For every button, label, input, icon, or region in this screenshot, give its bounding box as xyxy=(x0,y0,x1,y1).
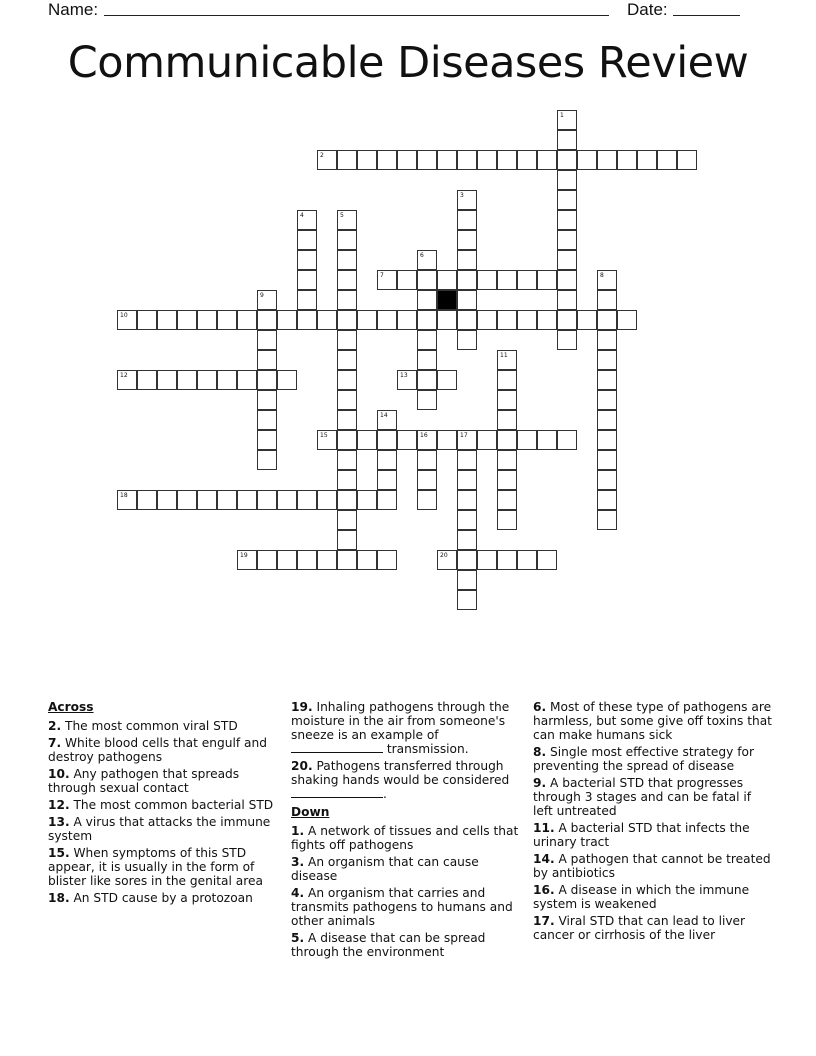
crossword-cell[interactable] xyxy=(337,450,357,470)
crossword-cell[interactable] xyxy=(477,310,497,330)
crossword-cell[interactable] xyxy=(537,550,557,570)
crossword-cell[interactable] xyxy=(457,550,477,570)
crossword-cell[interactable] xyxy=(337,230,357,250)
crossword-cell[interactable] xyxy=(417,390,437,410)
crossword-cell[interactable] xyxy=(217,370,237,390)
crossword-cell[interactable] xyxy=(557,310,577,330)
crossword-cell[interactable] xyxy=(537,430,557,450)
clue-number-label: 13 xyxy=(400,372,408,379)
crossword-cell[interactable] xyxy=(357,310,377,330)
crossword-cell[interactable] xyxy=(517,310,537,330)
crossword-cell[interactable] xyxy=(257,410,277,430)
crossword-cell[interactable] xyxy=(597,350,617,370)
clues-column-2 xyxy=(291,700,523,962)
clue-number-label: 18 xyxy=(120,492,128,499)
crossword-cell[interactable] xyxy=(237,370,257,390)
crossword-cell[interactable] xyxy=(457,490,477,510)
crossword-cell[interactable] xyxy=(557,230,577,250)
clue-number-label: 15 xyxy=(320,432,328,439)
clue-down-8: 8. Single most effective strategy for preventing the spread of disease xyxy=(533,745,754,773)
crossword-cell[interactable] xyxy=(277,370,297,390)
crossword-cell[interactable] xyxy=(597,310,617,330)
crossword-cell[interactable] xyxy=(557,290,577,310)
crossword-cell[interactable] xyxy=(277,550,297,570)
crossword-cell[interactable] xyxy=(257,350,277,370)
crossword-cell[interactable] xyxy=(597,450,617,470)
crossword-cell[interactable] xyxy=(457,430,477,450)
crossword-cell[interactable] xyxy=(337,350,357,370)
clue-across-12: 12. The most common bacterial STD xyxy=(48,798,274,812)
crossword-cell[interactable] xyxy=(377,450,397,470)
crossword-cell[interactable] xyxy=(217,310,237,330)
crossword-cell[interactable] xyxy=(557,250,577,270)
crossword-cell[interactable] xyxy=(457,190,477,210)
crossword-cell[interactable] xyxy=(337,510,357,530)
crossword-cell[interactable] xyxy=(557,210,577,230)
name-label: Name: xyxy=(48,0,99,19)
crossword-cell[interactable] xyxy=(597,390,617,410)
crossword-cell[interactable] xyxy=(297,290,317,310)
crossword-cell[interactable] xyxy=(457,250,477,270)
crossword-cell[interactable] xyxy=(337,290,357,310)
clue-number-label: 20 xyxy=(440,552,448,559)
clue-number-label: 5 xyxy=(340,212,344,219)
crossword-cell[interactable] xyxy=(537,150,557,170)
crossword-cell[interactable] xyxy=(677,150,697,170)
crossword-cell[interactable] xyxy=(437,270,457,290)
crossword-cell[interactable] xyxy=(177,310,197,330)
clue-number-label: 6 xyxy=(420,252,424,259)
crossword-cell[interactable] xyxy=(637,150,657,170)
crossword-cell[interactable] xyxy=(297,250,317,270)
clue-down-9: 9. A bacterial STD that progresses through 3 stages and can be fatal if left untreated xyxy=(533,776,752,818)
crossword-cell[interactable] xyxy=(517,150,537,170)
crossword-cell[interactable] xyxy=(417,290,437,310)
crossword-cell[interactable] xyxy=(137,370,157,390)
clue-down-6: 6. Most of these type of pathogens are harmless, but some give off toxins that can make humans sick xyxy=(533,700,772,742)
crossword-cell[interactable] xyxy=(237,310,257,330)
clue-across-18: 18. An STD cause by a protozoan xyxy=(48,891,253,905)
crossword-cell[interactable] xyxy=(497,410,517,430)
answer-blank xyxy=(291,787,383,798)
crossword-cell[interactable] xyxy=(357,150,377,170)
crossword-cell[interactable] xyxy=(557,270,577,290)
crossword-cell[interactable] xyxy=(497,350,517,370)
crossword-cell[interactable] xyxy=(457,230,477,250)
crossword-cell[interactable] xyxy=(337,430,357,450)
crossword-cell[interactable] xyxy=(237,490,257,510)
crossword-cell[interactable] xyxy=(177,370,197,390)
crossword-cell[interactable] xyxy=(417,470,437,490)
clue-across-7: 7. White blood cells that engulf and destroy pathogens xyxy=(48,736,267,764)
crossword-cell[interactable] xyxy=(477,430,497,450)
clue-number-label: 4 xyxy=(300,212,304,219)
crossword-cell[interactable] xyxy=(457,210,477,230)
crossword-cell[interactable] xyxy=(597,370,617,390)
crossword-cell[interactable] xyxy=(477,150,497,170)
crossword-cell[interactable] xyxy=(437,150,457,170)
crossword-cell[interactable] xyxy=(257,330,277,350)
clue-down-5: 5. A disease that can be spread through the environment xyxy=(291,931,486,959)
crossword-cell[interactable] xyxy=(497,470,517,490)
crossword-cell[interactable] xyxy=(257,430,277,450)
clue-across-13: 13. A virus that attacks the immune system xyxy=(48,815,271,843)
crossword-cell[interactable] xyxy=(497,370,517,390)
crossword-cell[interactable] xyxy=(457,570,477,590)
clue-number-label: 11 xyxy=(500,352,508,359)
crossword-cell[interactable] xyxy=(457,330,477,350)
clue-down-17: 17. Viral STD that can lead to liver cancer or cirrhosis of the liver xyxy=(533,914,746,942)
crossword-cell[interactable] xyxy=(597,470,617,490)
clues-column-3 xyxy=(533,700,773,945)
crossword-cell[interactable] xyxy=(237,550,257,570)
crossword-cell[interactable] xyxy=(517,270,537,290)
crossword-cell[interactable] xyxy=(457,450,477,470)
crossword-cell[interactable] xyxy=(217,490,237,510)
crossword-cell[interactable] xyxy=(337,390,357,410)
clue-across-19: 19. Inhaling pathogens through the moisture in the air from someone's sneeze is an example of transmission. xyxy=(291,700,510,756)
crossword-cell[interactable] xyxy=(457,310,477,330)
clue-number-label: 16 xyxy=(420,432,428,439)
crossword-cell[interactable] xyxy=(337,250,357,270)
crossword-cell[interactable] xyxy=(297,310,317,330)
crossword-cell[interactable] xyxy=(417,450,437,470)
crossword-cell[interactable] xyxy=(597,430,617,450)
crossword-cell[interactable] xyxy=(277,310,297,330)
clue-number-label: 19 xyxy=(240,552,248,559)
crossword-cell[interactable] xyxy=(377,270,397,290)
crossword-cell[interactable] xyxy=(257,550,277,570)
crossword-cell[interactable] xyxy=(257,370,277,390)
crossword-cell[interactable] xyxy=(317,430,337,450)
crossword-cell[interactable] xyxy=(337,410,357,430)
crossword-cell[interactable] xyxy=(377,430,397,450)
crossword-cell[interactable] xyxy=(617,150,637,170)
crossword-cell[interactable] xyxy=(577,310,597,330)
crossword-cell[interactable] xyxy=(497,310,517,330)
clue-number-label: 17 xyxy=(460,432,468,439)
clue-across-2: 2. The most common viral STD xyxy=(48,719,238,733)
clue-number-label: 8 xyxy=(600,272,604,279)
crossword-cell[interactable] xyxy=(657,150,677,170)
crossword-cell[interactable] xyxy=(497,450,517,470)
crossword-cell[interactable] xyxy=(417,430,437,450)
crossword-cell[interactable] xyxy=(377,410,397,430)
clue-across-20: 20. Pathogens transferred through shaking hands would be considered . xyxy=(291,759,510,801)
crossword-cell[interactable] xyxy=(557,330,577,350)
crossword-cell[interactable] xyxy=(297,270,317,290)
crossword-cell[interactable] xyxy=(377,150,397,170)
crossword-cell[interactable] xyxy=(417,270,437,290)
clue-across-15: 15. When symptoms of this STD appear, it is usually in the form of blister like sores in the genital area xyxy=(48,846,263,888)
crossword-cell[interactable] xyxy=(397,370,417,390)
date-label: Date: xyxy=(627,0,668,19)
crossword-cell[interactable] xyxy=(417,330,437,350)
crossword-cell[interactable] xyxy=(177,490,197,510)
crossword-cell[interactable] xyxy=(317,310,337,330)
crossword-cell[interactable] xyxy=(597,290,617,310)
crossword-cell[interactable] xyxy=(157,370,177,390)
clue-number-label: 7 xyxy=(380,272,384,279)
crossword-cell[interactable] xyxy=(197,370,217,390)
crossword-cell[interactable] xyxy=(297,550,317,570)
clue-down-4: 4. An organism that carries and transmits pathogens to humans and other animals xyxy=(291,886,513,928)
clue-down-14: 14. A pathogen that cannot be treated by antibiotics xyxy=(533,852,771,880)
crossword-cell[interactable] xyxy=(357,430,377,450)
crossword-cell[interactable] xyxy=(437,370,457,390)
crossword-cell[interactable] xyxy=(597,410,617,430)
clue-across-10: 10. Any pathogen that spreads through sexual contact xyxy=(48,767,240,795)
crossword-cell[interactable] xyxy=(337,270,357,290)
crossword-cell[interactable] xyxy=(357,550,377,570)
clue-number-label: 14 xyxy=(380,412,388,419)
crossword-cell[interactable] xyxy=(257,290,277,310)
crossword-cell[interactable] xyxy=(517,430,537,450)
crossword-cell[interactable] xyxy=(457,470,477,490)
clue-number-label: 10 xyxy=(120,312,128,319)
crossword-cell[interactable] xyxy=(377,550,397,570)
crossword-cell[interactable] xyxy=(537,310,557,330)
crossword-cell[interactable] xyxy=(337,310,357,330)
crossword-cell[interactable] xyxy=(557,190,577,210)
crossword-cell[interactable] xyxy=(397,270,417,290)
crossword-cell[interactable] xyxy=(397,430,417,450)
crossword-cell[interactable] xyxy=(337,550,357,570)
clues-column-1 xyxy=(48,700,280,908)
crossword-cell[interactable] xyxy=(597,150,617,170)
crossword-cell[interactable] xyxy=(377,490,397,510)
crossword-cell[interactable] xyxy=(137,490,157,510)
crossword-cell[interactable] xyxy=(417,490,437,510)
across-heading: Across xyxy=(48,700,94,714)
crossword-cell[interactable] xyxy=(557,170,577,190)
crossword-cell[interactable] xyxy=(497,550,517,570)
crossword-cell[interactable] xyxy=(457,270,477,290)
crossword-cell[interactable] xyxy=(317,150,337,170)
crossword-cell[interactable] xyxy=(597,330,617,350)
crossword-cell[interactable] xyxy=(117,490,137,510)
crossword-cell[interactable] xyxy=(257,490,277,510)
crossword-cell[interactable] xyxy=(157,490,177,510)
crossword-cell[interactable] xyxy=(337,370,357,390)
crossword-cell[interactable] xyxy=(477,550,497,570)
crossword-cell[interactable] xyxy=(497,430,517,450)
crossword-cell[interactable] xyxy=(417,350,437,370)
clue-number-label: 3 xyxy=(460,192,464,199)
crossword-cell[interactable] xyxy=(497,150,517,170)
crossword-cell[interactable] xyxy=(157,310,177,330)
crossword-cell[interactable] xyxy=(317,550,337,570)
crossword-cell[interactable] xyxy=(257,390,277,410)
crossword-cell[interactable] xyxy=(497,270,517,290)
crossword-cell[interactable] xyxy=(397,150,417,170)
crossword-cell[interactable] xyxy=(497,390,517,410)
crossword-cell[interactable] xyxy=(557,130,577,150)
crossword-cell[interactable] xyxy=(117,370,137,390)
clue-down-3: 3. An organism that can cause disease xyxy=(291,855,479,883)
crossword-cell[interactable] xyxy=(557,110,577,130)
down-heading: Down xyxy=(291,805,330,819)
crossword-cell[interactable] xyxy=(497,490,517,510)
crossword-cell[interactable] xyxy=(257,310,277,330)
crossword-cell[interactable] xyxy=(197,490,217,510)
crossword-cell[interactable] xyxy=(417,150,437,170)
black-cell xyxy=(437,290,457,310)
crossword-cell[interactable] xyxy=(337,330,357,350)
crossword-cell[interactable] xyxy=(537,270,557,290)
crossword-cell[interactable] xyxy=(297,210,317,230)
crossword-cell[interactable] xyxy=(617,310,637,330)
crossword-cell[interactable] xyxy=(297,230,317,250)
crossword-cell[interactable] xyxy=(257,450,277,470)
answer-blank xyxy=(291,742,383,753)
crossword-cell[interactable] xyxy=(137,310,157,330)
crossword-cell[interactable] xyxy=(337,490,357,510)
crossword-cell[interactable] xyxy=(117,310,137,330)
crossword-cell[interactable] xyxy=(337,470,357,490)
crossword-cell[interactable] xyxy=(517,550,537,570)
crossword-cell[interactable] xyxy=(197,310,217,330)
crossword-cell[interactable] xyxy=(437,550,457,570)
crossword-cell[interactable] xyxy=(337,150,357,170)
crossword-cell[interactable] xyxy=(437,430,457,450)
crossword-cell[interactable] xyxy=(457,510,477,530)
page-title: Communicable Diseases Review xyxy=(67,38,749,88)
crossword-cell[interactable] xyxy=(337,530,357,550)
crossword-cell[interactable] xyxy=(397,310,417,330)
crossword-cell[interactable] xyxy=(597,270,617,290)
crossword-cell[interactable] xyxy=(377,470,397,490)
crossword-cell[interactable] xyxy=(497,510,517,530)
crossword-cell[interactable] xyxy=(457,590,477,610)
clue-down-1: 1. A network of tissues and cells that fights off pathogens xyxy=(291,824,519,852)
crossword-cell[interactable] xyxy=(337,210,357,230)
crossword-cell[interactable] xyxy=(417,370,437,390)
crossword-cell[interactable] xyxy=(457,530,477,550)
crossword-cell[interactable] xyxy=(417,310,437,330)
crossword-cell[interactable] xyxy=(577,150,597,170)
crossword-cell[interactable] xyxy=(437,310,457,330)
clue-number-label: 9 xyxy=(260,292,264,299)
crossword-cell[interactable] xyxy=(597,490,617,510)
crossword-cell[interactable] xyxy=(417,250,437,270)
crossword-cell[interactable] xyxy=(297,490,317,510)
crossword-cell[interactable] xyxy=(477,270,497,290)
clue-number-label: 2 xyxy=(320,152,324,159)
crossword-cell[interactable] xyxy=(457,290,477,310)
clue-down-11: 11. A bacterial STD that infects the urinary tract xyxy=(533,821,750,849)
crossword-cell[interactable] xyxy=(377,310,397,330)
crossword-cell[interactable] xyxy=(557,150,577,170)
crossword-cell[interactable] xyxy=(277,490,297,510)
crossword-cell[interactable] xyxy=(357,490,377,510)
crossword-cell[interactable] xyxy=(597,510,617,530)
crossword-cell[interactable] xyxy=(317,490,337,510)
clue-down-16: 16. A disease in which the immune system is weakened xyxy=(533,883,750,911)
crossword-cell[interactable] xyxy=(457,150,477,170)
clue-number-label: 1 xyxy=(560,112,564,119)
clue-number-label: 12 xyxy=(120,372,128,379)
crossword-cell[interactable] xyxy=(557,430,577,450)
